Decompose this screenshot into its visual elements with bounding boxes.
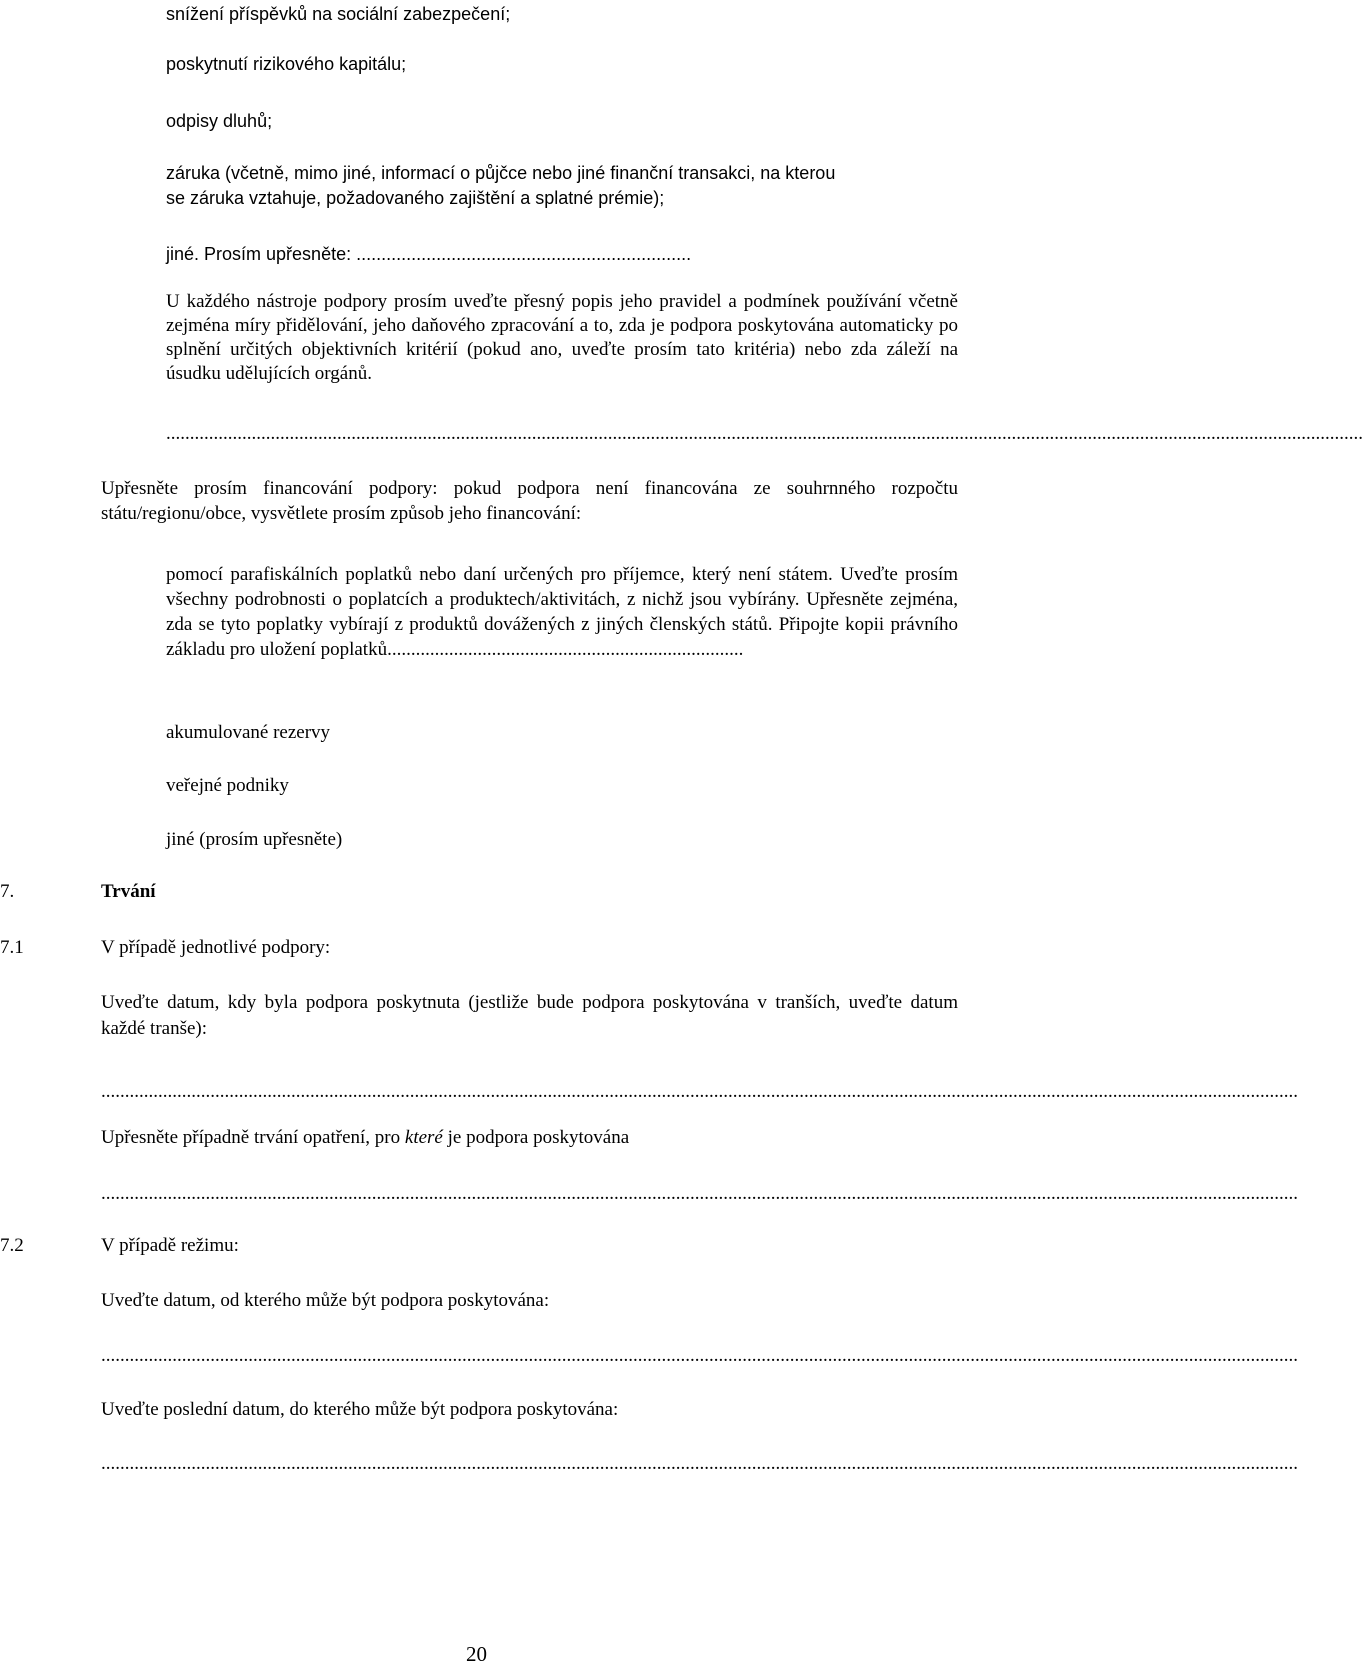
duration-question-start: Upřesněte případně trvání opatření, pro (101, 1127, 405, 1148)
rules-instruction-paragraph: U každého nástroje podpory prosím uveďte přesný popis jeho pravidel a podmínek používání včetně zejména míry přidělování, jeho daňového zpracování a to, zda je podpora poskytována automaticky po splnění určitých objektivních kritérií (pokud ano, uveďte prosím tato kritéria) nebo zda záleží na úsudku udělujících orgánů. (166, 291, 958, 384)
section-7-2-title: V případě režimu: (101, 1235, 239, 1256)
list-item-risk-capital: poskytnutí rizikového kapitálu; (166, 54, 407, 74)
page-number: 20 (466, 1642, 487, 1666)
list-item-social-security: snížení příspěvků na sociální zabezpečení; (166, 4, 511, 24)
answer-dotted-line: ............................................................................................................................................................................................................................................................ (101, 1453, 1298, 1474)
answer-dotted-line: ............................................................................................................................................................................................................................................................ (101, 1081, 1298, 1102)
duration-question-italic: které (404, 1127, 443, 1148)
answer-dotted-line: ............................................................................................................................................................................................................................................................ (166, 423, 1363, 444)
list-item-other: jiné. Prosím upřesněte: ................................................................... (166, 244, 692, 264)
section-7-2-number: 7.2 (0, 1235, 24, 1256)
financing-option-other: jiné (prosím upřesněte) (166, 829, 343, 850)
list-item-guarantee-line1: záruka (včetně, mimo jiné, informací o půjčce nebo jiné finanční transakci, na kterou (166, 163, 836, 183)
answer-dotted-line: ............................................................................................................................................................................................................................................................ (101, 1345, 1298, 1366)
section-7-2-end-date-question: Uveďte poslední datum, do kterého může být podpora poskytována: (101, 1399, 619, 1420)
section-7-1-number: 7.1 (0, 937, 24, 958)
section-7-number: 7. (0, 881, 15, 902)
duration-question-end: je podpora poskytována (442, 1127, 630, 1148)
financing-option-reserves: akumulované rezervy (166, 722, 331, 743)
section-7-2-start-date-question: Uveďte datum, od kterého může být podpora poskytována: (101, 1290, 550, 1311)
list-item-debt-writeoff: odpisy dluhů; (166, 111, 273, 131)
section-7-1-title: V případě jednotlivé podpory: (101, 937, 331, 958)
financing-option-parafiscal: pomocí parafiskálních poplatků nebo daní určených pro příjemce, který není státem. Uveďte prosím všechny podrobnosti o poplatcích a produktech/aktivitách, z nichž jsou vybírány. Upřesněte zejména, zda se tyto poplatky vybírají z produktů dovážených z jiných členských států. Připojte kopii právního základu pro uložení poplatků........................................................................... (166, 564, 958, 660)
list-item-guarantee-line2: se záruka vztahuje, požadovaného zajištění a splatné prémie); (166, 188, 665, 208)
section-7-1-date-question: Uveďte datum, kdy byla podpora poskytnuta (jestliže bude podpora poskytována v tranších, uveďte datum každé tranše): (101, 992, 958, 1039)
financing-option-public-enterprises: veřejné podniky (166, 775, 289, 796)
section-7-title: Trvání (101, 881, 156, 902)
financing-instruction-paragraph: Upřesněte prosím financování podpory: pokud podpora není financována ze souhrnného rozpočtu státu/regionu/obce, vysvětlete prosím způsob jeho financování: (101, 478, 958, 524)
section-7-1-duration-question (101, 1126, 629, 1150)
answer-dotted-line: ............................................................................................................................................................................................................................................................ (101, 1183, 1298, 1204)
